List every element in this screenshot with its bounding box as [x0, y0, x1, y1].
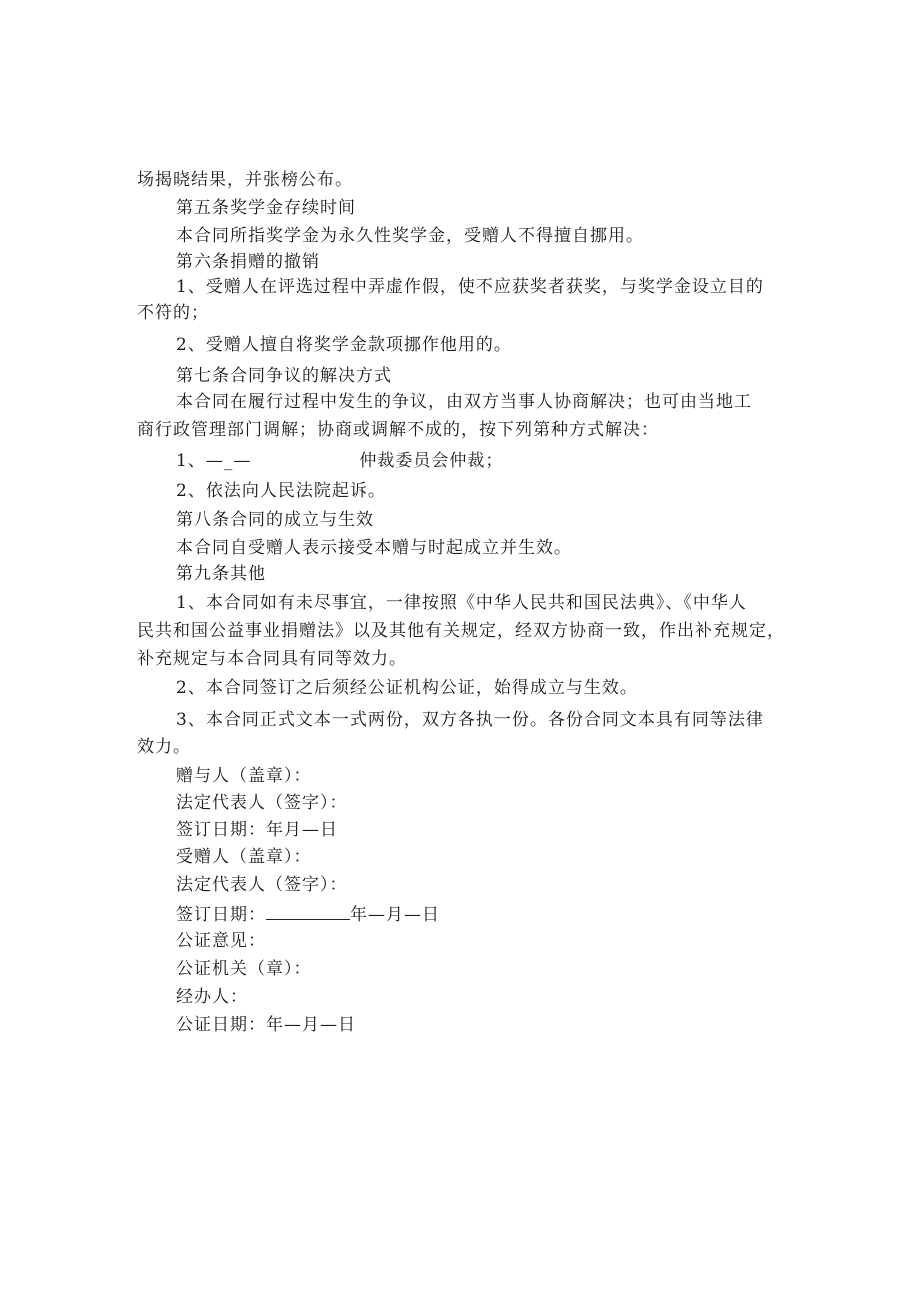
paragraph-line [176, 450, 503, 472]
paragraph-line: 效力。 [137, 737, 191, 757]
paragraph-line: 场揭晓结果，并张榜公布。 [137, 170, 353, 190]
paragraph-line: 1、本合同如有未尽事宜，一律按照《中华人民共和国民法典》、《中华人 [176, 593, 747, 613]
signature-field: 受赠人（盖章）： [176, 847, 312, 867]
date-field: 签订日期：年月—日 [176, 820, 338, 840]
paragraph-line: 3、本合同正式文本一式两份，双方各执一份。各份合同文本具有同等法律 [176, 710, 764, 730]
article-heading: 第五条奖学金存续时间 [176, 198, 356, 218]
paragraph-line: 本合同所指奖学金为永久性奖学金，受赠人不得擅自挪用。 [176, 226, 644, 246]
date-label: 签订日期： [176, 905, 266, 925]
article-heading: 第八条合同的成立与生效 [176, 510, 374, 530]
option-text: 仲裁委员会仲裁； [359, 451, 504, 471]
date-suffix: 年—月—日 [350, 905, 440, 925]
signature-field: 赠与人（盖章）： [176, 766, 312, 786]
paragraph-line: 2、本合同签订之后须经公证机构公证，始得成立与生效。 [176, 678, 638, 698]
article-heading: 第九条其他 [176, 564, 266, 584]
option-number: 1、—_— [176, 451, 252, 471]
date-field: 公证日期：年—月—日 [176, 1015, 356, 1035]
signature-field: 法定代表人（签字）： [176, 875, 348, 895]
article-heading: 第七条合同争议的解决方式 [176, 366, 392, 386]
paragraph-line: 不符的； [137, 303, 209, 323]
paragraph-line: 补充规定与本合同具有同等效力。 [137, 649, 407, 669]
paragraph-line: 2、依法向人民法院起诉。 [176, 481, 386, 501]
paragraph-line: 民共和国公益事业捐赠法》以及其他有关规定，经双方协商一致，作出补充规定， [137, 621, 785, 641]
blank-underline [266, 903, 350, 920]
paragraph-line: 本合同自受赠人表示接受本赠与时起成立并生效。 [176, 538, 572, 558]
notary-field: 经办人： [176, 987, 248, 1007]
paragraph-line: 1、受赠人在评选过程中弄虚作假，使不应获奖者获奖，与奖学金设立目的 [176, 277, 764, 297]
notary-field: 公证机关（章）： [176, 959, 312, 979]
article-heading: 第六条捐赠的撤销 [176, 252, 320, 272]
paragraph-line: 商行政管理部门调解；协商或调解不成的，按下列第种方式解决： [137, 420, 659, 440]
notary-field: 公证意见： [176, 931, 266, 951]
signature-field: 法定代表人（签字）： [176, 793, 348, 813]
paragraph-line: 2、受赠人擅自将奖学金款项挪作他用的。 [176, 335, 512, 355]
date-field [176, 903, 440, 926]
paragraph-line: 本合同在履行过程中发生的争议，由双方当事人协商解决；也可由当地工 [176, 392, 752, 412]
